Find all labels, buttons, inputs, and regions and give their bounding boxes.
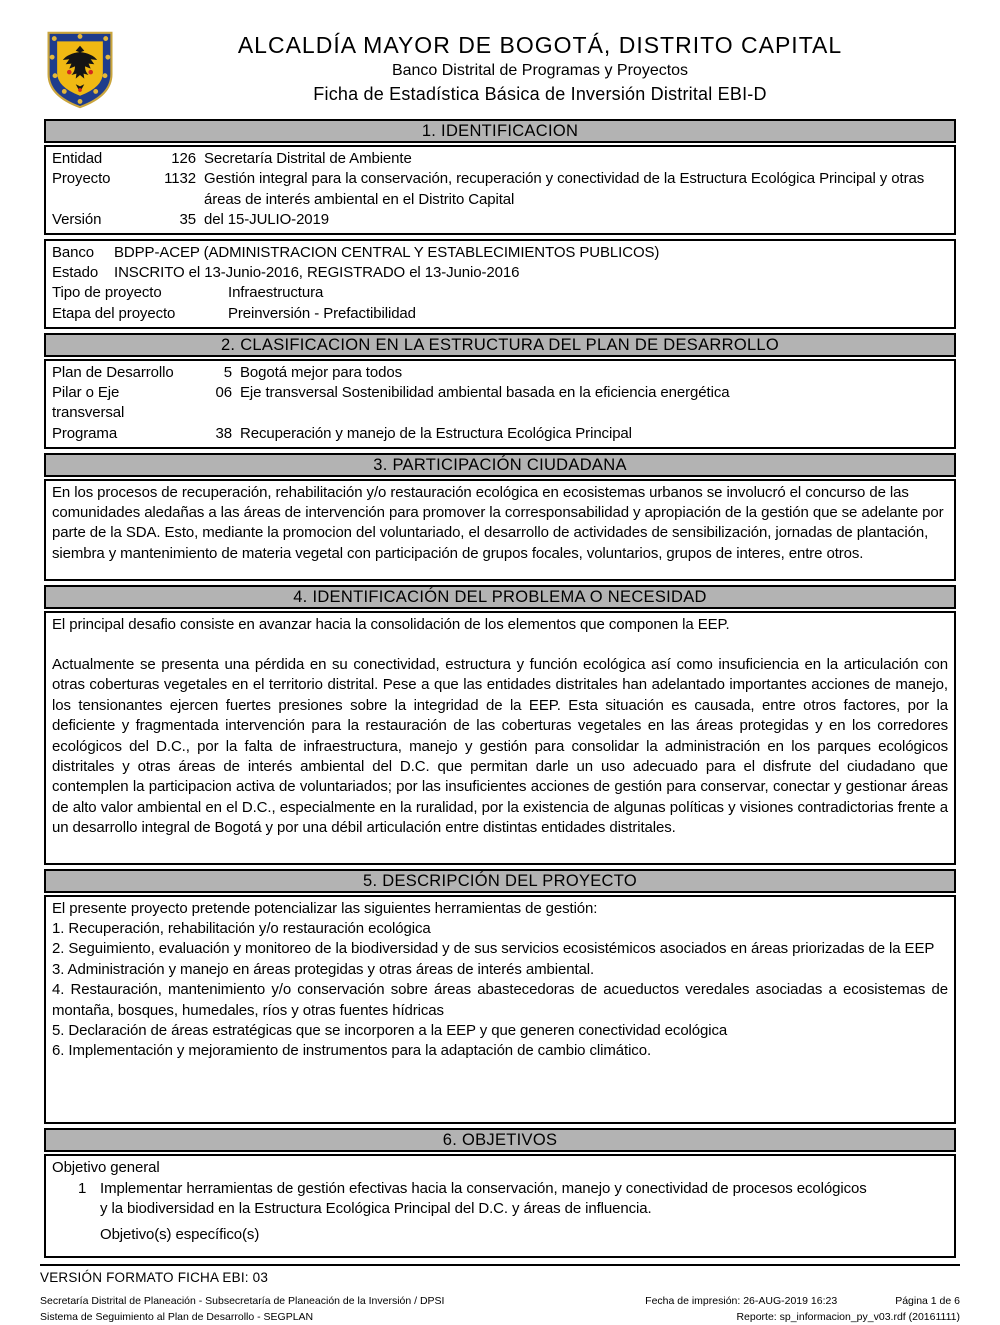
objective-general-label: Objetivo general — [52, 1158, 160, 1176]
section-2-header: 2. CLASIFICACION EN LA ESTRUCTURA DEL PLAN DE DESARROLLO — [44, 333, 956, 357]
section-5-header: 5. DESCRIPCIÓN DEL PROYECTO — [44, 869, 956, 893]
field-value: Infraestructura — [228, 284, 324, 302]
field-value: del 15-JULIO-2019 — [204, 211, 330, 229]
field-value: Eje transversal Sostenibilidad ambiental basada en la eficiencia energética — [240, 384, 730, 402]
footer-page-number: Página 1 de 6 — [895, 1294, 960, 1307]
objective-text: Implementar herramientas de gestión efectivas hacia la conservación, manejo y conectividad de procesos ecológicos y la biodiversidad en la Estructura Ecológica Principal del D.C. y áreas de influencia. — [100, 1180, 867, 1218]
page-footer — [0, 1264, 1000, 1325]
field-label: Versión — [52, 211, 102, 229]
field-value: Bogotá mejor para todos — [240, 363, 402, 381]
field-label: Plan de Desarrollo — [52, 363, 174, 381]
field-estado — [52, 263, 948, 283]
footer-print-date: Fecha de impresión: 26-AUG-2019 16:23 — [645, 1294, 838, 1307]
section-3-header: 3. PARTICIPACIÓN CIUDADANA — [44, 453, 956, 477]
description-line: 2. Seguimiento, evaluación y monitoreo de la biodiversidad y de sus servicios ecosistémicos asociados en áreas priorizadas de la EEP — [52, 940, 935, 958]
objective-number: 1 — [78, 1180, 87, 1198]
document-subtitle: Banco Distrital de Programas y Proyectos — [391, 62, 689, 79]
field-code: 38 — [215, 424, 232, 442]
field-programa — [52, 424, 948, 444]
field-code: 06 — [215, 384, 232, 402]
footer-entity: Secretaría Distrital de Planeación - Subsecretaría de Planeación de la Inversión / DPSI — [40, 1294, 445, 1307]
description-line: 6. Implementación y mejoramiento de instrumentos para la adaptación de cambio climático. — [52, 1042, 652, 1060]
problem-paragraph-2: Actualmente se presenta una pérdida en su conectividad, estructura y función ecológica así como insuficiencia en la articulación con otras coberturas vegetales en el territorio distrital. Pese a que las entidades distritales han adelantado importantes acciones de manejo, los tensionantes ejercen fuertes presiones sobre la integridad de la EEP. Esta situación es causada, entre otros factores, por la deficiente y fragmentada intervención para la restauración de las coberturas vegetales en las áreas protegidas y en los corredores ecológicos del D.C., por la falta de infraestructura, manejo y gestión para consolidar la administración en los parques ecológicos distritales y otras áreas de interés ambiental del D.C. que permitan darle un uso adecuado para el disfrute del ciudadano que contemplen la participacion activa de voluntariados; por las insuficientes acciones de gestión para conservar, conectar y gestionar áreas de alto valor ambiental en el D.C., especialmente en la ruralidad, por la existencia de algunas políticas y visiones contradictorias frente a un desarrollo integral de Bogotá y por una débil articulación entre distintas entidades distritales. — [52, 656, 948, 837]
field-banco — [52, 243, 948, 263]
field-proyecto — [52, 169, 948, 210]
section-1-identification-box — [44, 145, 956, 235]
footer-row-1 — [40, 1293, 960, 1309]
document-form-name: Ficha de Estadística Básica de Inversión Distrital EBI-D — [313, 84, 767, 104]
document-titles — [124, 30, 956, 105]
field-value: Preinversión - Prefactibilidad — [228, 304, 416, 322]
section-1-bank-box — [44, 239, 956, 329]
field-label: Tipo de proyecto — [52, 284, 162, 302]
section-1-header: 1. IDENTIFICACION — [44, 119, 956, 143]
description-line: 5. Declaración de áreas estratégicas que se incorporen a la EEP y que generen conectividad ecológica — [52, 1022, 728, 1040]
section-2-classification-box — [44, 359, 956, 449]
field-value: Gestión integral para la conservación, recuperación y conectividad de la Estructura Ecológica Principal y otras áreas de interés ambiental en el Distrito Capital — [204, 170, 925, 208]
footer-report-name: Reporte: sp_informacion_py_v03.rdf (20161111) — [736, 1310, 960, 1323]
footer-format-version: VERSIÓN FORMATO FICHA EBI: 03 — [40, 1269, 269, 1285]
objective-specific-label: Objetivo(s) específico(s) — [100, 1225, 260, 1243]
description-line: 1. Recuperación, rehabilitación y/o restauración ecológica — [52, 920, 431, 938]
field-plan-desarrollo — [52, 363, 948, 383]
field-label: Estado — [52, 264, 99, 282]
footer-system: Sistema de Seguimiento al Plan de Desarrollo - SEGPLAN — [40, 1310, 314, 1323]
field-label: Etapa del proyecto — [52, 304, 176, 322]
field-label: Entidad — [52, 150, 103, 167]
field-code: 35 — [179, 211, 196, 229]
problem-paragraph-1: El principal desafio consiste en avanzar hacia la consolidación de los elementos que componen la EEP. — [52, 615, 730, 633]
description-line: 4. Restauración, mantenimiento y/o conservación sobre áreas abastecedoras de acueductos veredales asociadas a ecosistemas de montaña, bosques, humedales, ríos y otras fuentes hídricas — [52, 981, 948, 1019]
footer-divider — [40, 1264, 960, 1266]
field-code: 1132 — [164, 170, 196, 188]
footer-row-2 — [40, 1309, 960, 1325]
description-line: 3. Administración y manejo en áreas protegidas y otras áreas de interés ambiental. — [52, 960, 595, 978]
field-value: INSCRITO el 13-Junio-2016, REGISTRADO el 13-Junio-2016 — [114, 264, 520, 282]
section-4-problem-box — [44, 611, 956, 865]
field-code: 126 — [171, 150, 196, 167]
section-6-header: 6. OBJETIVOS — [44, 1128, 956, 1152]
field-version — [52, 210, 948, 230]
bogota-coat-of-arms-icon — [44, 30, 116, 115]
field-label: Proyecto — [52, 170, 111, 188]
field-label: Pilar o Eje transversal — [52, 384, 125, 422]
participation-text: En los procesos de recuperación, rehabilitación y/o restauración ecológica en ecosistemas urbanos se involucró el concurso de las comunidades aledañas a las áreas de intervención para promover la corresponsabilidad y apropiación de la gestión que se adelante por parte de la SDA. Esto, mediante la promocion del voluntariado, el desarrollo de actividades de sensibilización, jornadas de plantación, siembra y mantenimiento de materia vegetal con participación de grupos focales, voluntarios, grupos de interes, entre otros. — [52, 483, 944, 562]
field-label: Programa — [52, 424, 118, 442]
section-6-objectives-box — [44, 1154, 956, 1258]
field-pilar-eje — [52, 383, 948, 424]
objective-item — [52, 1179, 872, 1220]
section-4-header: 4. IDENTIFICACIÓN DEL PROBLEMA O NECESIDAD — [44, 585, 956, 609]
field-value: Secretaría Distrital de Ambiente — [204, 150, 412, 167]
field-etapa-proyecto — [52, 304, 948, 324]
field-tipo-proyecto — [52, 283, 948, 303]
document-title: ALCALDÍA MAYOR DE BOGOTÁ, DISTRITO CAPITAL — [237, 32, 843, 58]
section-5-description-box — [44, 895, 956, 1124]
document-header — [44, 30, 956, 115]
field-label: Banco — [52, 243, 95, 261]
field-value: Recuperación y manejo de la Estructura Ecológica Principal — [240, 424, 632, 442]
field-value: BDPP-ACEP (ADMINISTRACION CENTRAL Y ESTABLECIMIENTOS PUBLICOS) — [114, 243, 660, 261]
field-entidad — [52, 149, 948, 169]
description-line: El presente proyecto pretende potencializar las siguientes herramientas de gestión: — [52, 899, 598, 917]
field-code: 5 — [223, 363, 232, 381]
section-3-participation-box — [44, 479, 956, 581]
